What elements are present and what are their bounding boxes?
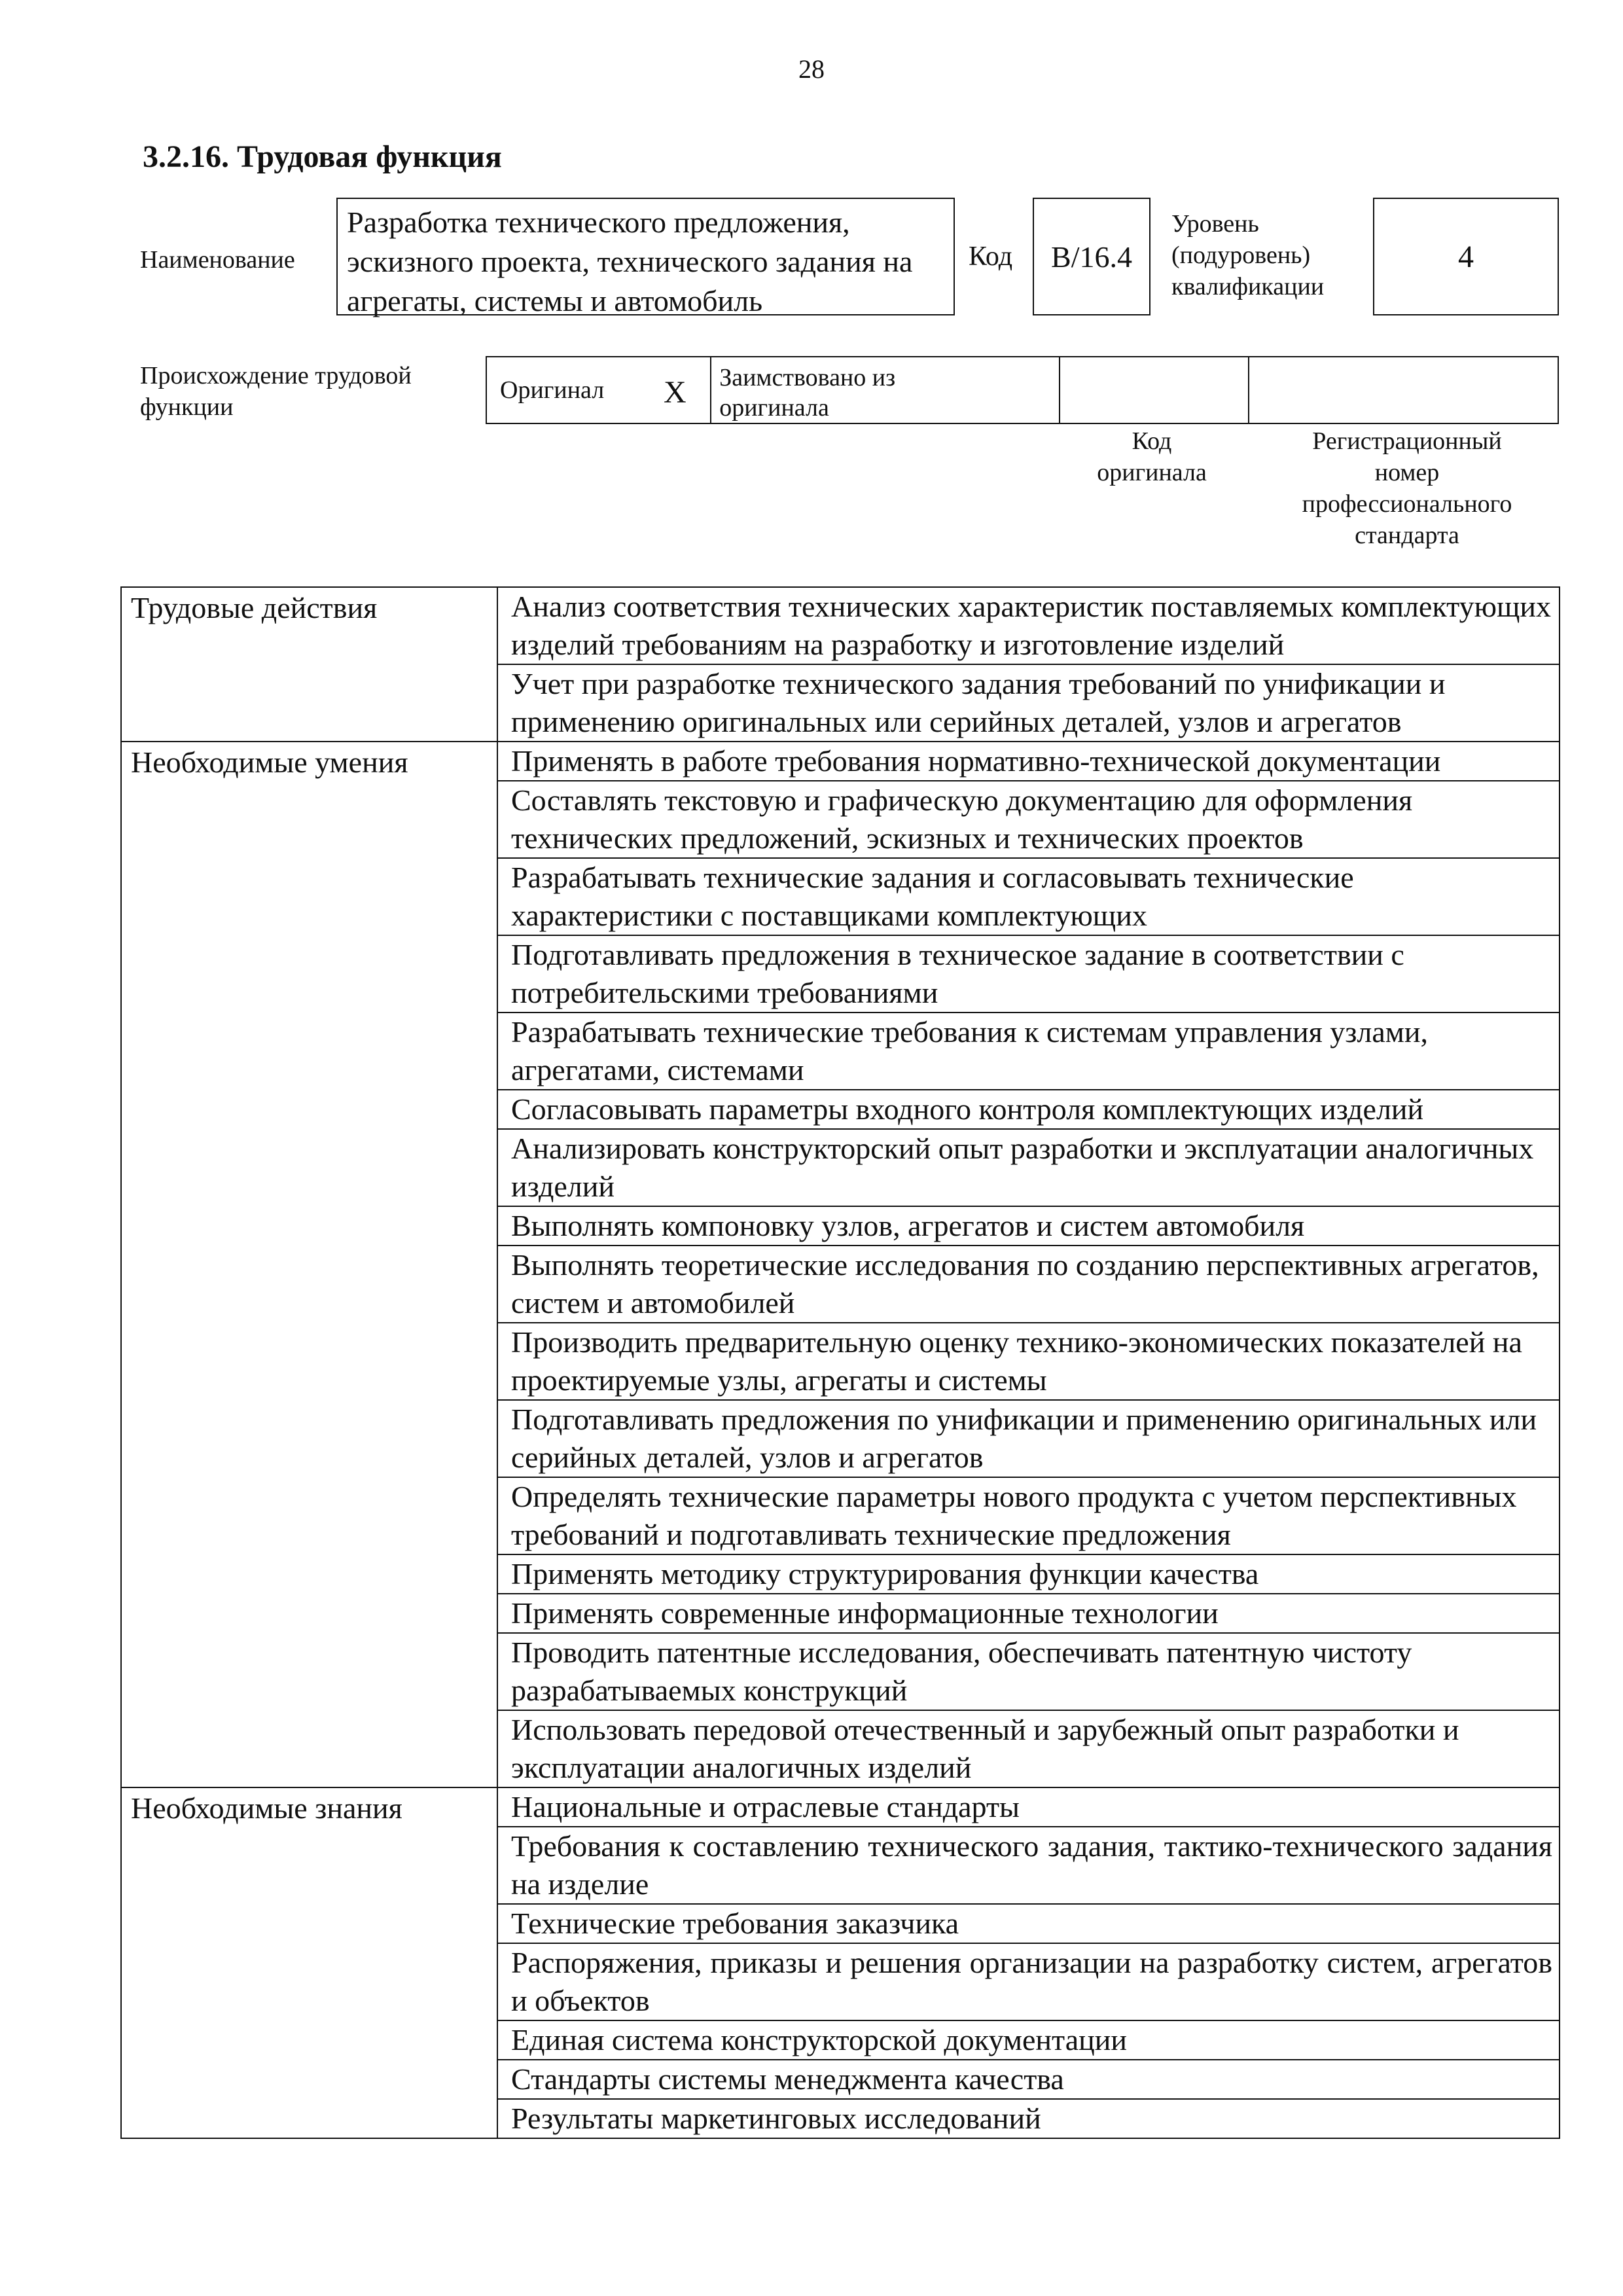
origin-label-line: функции	[140, 393, 234, 421]
list-item: Применять современные информационные технологии	[498, 1594, 1559, 1634]
list-item: Применять в работе требования нормативно-технической документации	[498, 742, 1559, 781]
code-original-cell	[1060, 357, 1249, 423]
caption-line: оригинала	[1097, 459, 1207, 486]
name-label: Наименование	[140, 246, 295, 274]
origin-label	[140, 360, 412, 423]
list-item: Национальные и отраслевые стандарты	[498, 1788, 1559, 1827]
list-item: Анализ соответствия технических характеристик поставляемых комплектующих изделий требованиям на разработку и изготовление изделий	[498, 588, 1559, 665]
items-cell	[497, 587, 1560, 742]
list-item: Проводить патентные исследования, обеспечивать патентную чистоту разрабатываемых конструкций	[498, 1634, 1559, 1711]
caption-line: номер	[1374, 459, 1440, 486]
list-item: Выполнять компоновку узлов, агрегатов и систем автомобиля	[498, 1207, 1559, 1246]
list-item: Разрабатывать технические требования к системам управления узлами, агрегатами, системами	[498, 1013, 1559, 1090]
list-item: Технические требования заказчика	[498, 1905, 1559, 1944]
reg-number-caption	[1263, 425, 1551, 551]
borrowed-label-line: оригинала	[719, 394, 829, 422]
list-item: Составлять текстовую и графическую документацию для оформления технических предложений, эскизных и технических проектов	[498, 781, 1559, 859]
level-label-line: Уровень	[1171, 210, 1259, 238]
list-item: Разрабатывать технические задания и согласовывать технические характеристики с поставщиками комплектующих	[498, 859, 1559, 936]
section-title: 3.2.16. Трудовая функция	[143, 139, 502, 174]
items-cell	[497, 1787, 1560, 2138]
original-label: Оригинал	[500, 376, 605, 404]
page-number: 28	[798, 54, 825, 84]
caption-line: профессионального	[1302, 490, 1512, 518]
list-item: Использовать передовой отечественный и зарубежный опыт разработки и эксплуатации аналогичных изделий	[511, 1713, 1459, 1784]
list-item: Результаты маркетинговых исследований	[511, 2102, 1041, 2135]
list-item: Стандарты системы менеджмента качества	[498, 2060, 1559, 2100]
reg-number-cell	[1249, 357, 1558, 423]
code-label: Код	[969, 242, 1013, 272]
origin-table	[486, 356, 1559, 424]
list-item: Производить предварительную оценку технико-экономических показателей на проектируемые узлы, агрегаты и системы	[498, 1323, 1559, 1401]
list-item: Учет при разработке технического задания требований по унификации и применению оригинальных или серийных деталей, узлов и агрегатов	[511, 667, 1446, 738]
list-item: Подготавливать предложения в техническое задание в соответствии с потребительскими требованиями	[498, 936, 1559, 1013]
list-item: Требования к составлению технического задания, тактико-технического задания на изделие	[498, 1827, 1559, 1905]
level-label-line: (подуровень)	[1171, 242, 1311, 269]
category-cell: Трудовые действия	[121, 587, 497, 742]
table-row-skills	[121, 742, 1560, 1787]
origin-label-line: Происхождение трудовой	[140, 362, 412, 389]
original-cell	[487, 357, 711, 423]
table-row-knowledge	[121, 1787, 1560, 2138]
caption-line: стандарта	[1355, 522, 1459, 549]
labor-function-table	[120, 586, 1560, 2139]
code-original-caption	[1073, 425, 1230, 488]
list-item: Анализировать конструкторский опыт разработки и эксплуатации аналогичных изделий	[498, 1130, 1559, 1207]
level-label-line: квалификации	[1171, 273, 1325, 300]
original-checkmark: X	[664, 375, 687, 410]
category-cell: Необходимые знания	[121, 1787, 497, 2138]
borrowed-cell	[711, 357, 1060, 423]
items-cell	[497, 742, 1560, 1787]
function-name-box: Разработка технического предложения, эскизного проекта, технического задания на агрегаты, системы и автомобиль	[336, 198, 955, 315]
list-item: Согласовывать параметры входного контроля комплектующих изделий	[498, 1090, 1559, 1130]
caption-line: Регистрационный	[1312, 427, 1502, 455]
category-cell: Необходимые умения	[121, 742, 497, 1787]
list-item: Определять технические параметры нового продукта с учетом перспективных требований и подготавливать технические предложения	[498, 1478, 1559, 1555]
list-item: Распоряжения, приказы и решения организации на разработку систем, агрегатов и объектов	[498, 1944, 1559, 2021]
list-item: Выполнять теоретические исследования по созданию перспективных агрегатов, систем и автомобилей	[498, 1246, 1559, 1323]
borrowed-label-line: Заимствовано из	[719, 364, 896, 391]
qualification-level-box: 4	[1373, 198, 1559, 315]
list-item: Подготавливать предложения по унификации и применению оригинальных или серийных деталей, узлов и агрегатов	[498, 1401, 1559, 1478]
list-item: Единая система конструкторской документации	[498, 2021, 1559, 2060]
table-row-actions	[121, 587, 1560, 742]
code-value-box: B/16.4	[1033, 198, 1150, 315]
qualification-level-label	[1171, 208, 1324, 302]
list-item: Применять методику структурирования функции качества	[498, 1555, 1559, 1594]
caption-line: Код	[1132, 427, 1172, 455]
